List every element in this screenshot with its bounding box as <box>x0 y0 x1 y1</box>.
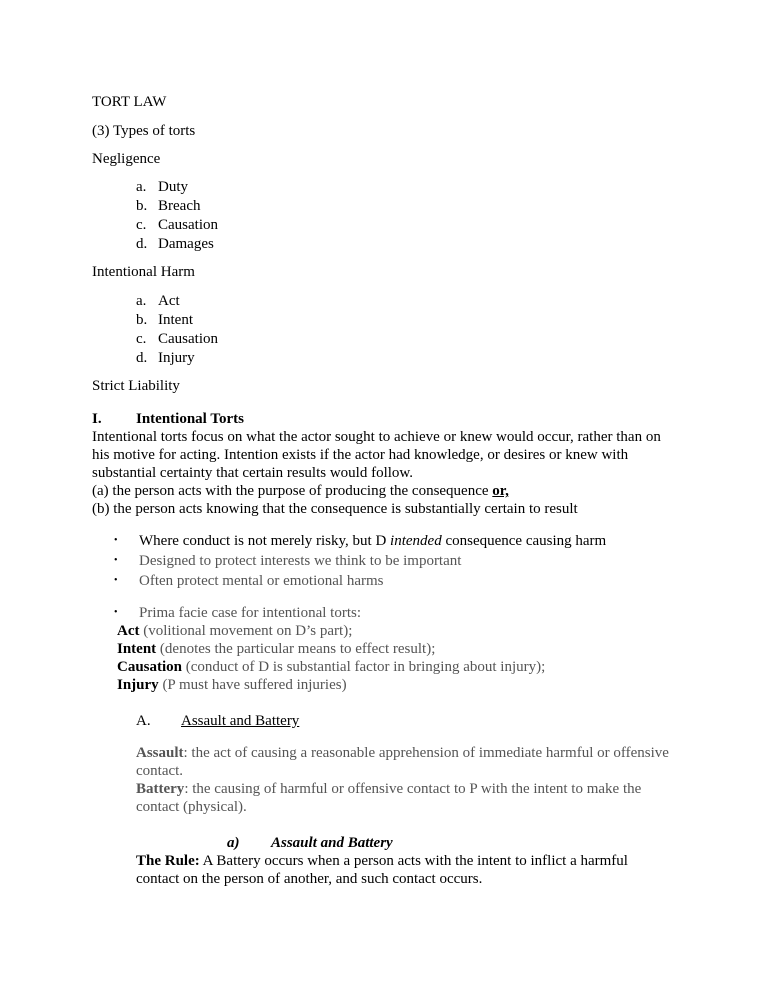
negligence-heading: Negligence <box>92 151 161 167</box>
battery-definition-cont: contact (physical). <box>136 799 247 815</box>
or-emphasis: or, <box>492 483 509 499</box>
prima-facie-item: Intent (denotes the particular means to effect result); <box>117 641 436 657</box>
bullet-icon: • <box>114 535 118 546</box>
bullet-icon: • <box>114 575 118 586</box>
types-heading: (3) Types of torts <box>92 123 196 139</box>
strict-liability-heading: Strict Liability <box>92 378 180 394</box>
intentional-harm-heading: Intentional Harm <box>92 264 195 280</box>
section-number: I. <box>92 411 102 427</box>
battery-definition: Battery: the causing of harmful or offensive contact to P with the intent to make the <box>136 781 642 797</box>
paragraph-line: Intentional torts focus on what the actor sought to achieve or knew would occur, rather than on <box>92 429 661 445</box>
subsection-title: Assault and Battery <box>181 713 300 729</box>
bullet-icon: • <box>114 555 118 566</box>
condition-b: (b) the person acts knowing that the consequence is substantially certain to result <box>92 501 578 517</box>
document-title: TORT LAW <box>92 94 167 110</box>
subsection-letter: A. <box>136 713 151 729</box>
condition-a: (a) the person acts with the purpose of producing the consequence or, <box>92 483 509 499</box>
sub-subsection-marker: a) <box>227 835 240 851</box>
assault-definition: Assault: the act of causing a reasonable apprehension of immediate harmful or offensive <box>136 745 669 761</box>
rule-paragraph: The Rule: A Battery occurs when a person acts with the intent to inflict a harmful <box>136 853 628 869</box>
assault-definition-cont: contact. <box>136 763 184 779</box>
section-title: Intentional Torts <box>136 411 244 427</box>
prima-facie-item: Act (volitional movement on D’s part); <box>117 623 353 639</box>
paragraph-line: his motive for acting. Intention exists if the actor had knowledge, or desires or knew with <box>92 447 629 463</box>
rule-paragraph-cont: contact on the person of another, and such contact occurs. <box>136 871 483 887</box>
prima-facie-item: Causation (conduct of D is substantial factor in bringing about injury); <box>117 659 546 675</box>
paragraph-line: substantial certainty that certain results would follow. <box>92 465 414 481</box>
prima-facie-item: Injury (P must have suffered injuries) <box>117 677 347 693</box>
bullet-icon: • <box>114 607 118 618</box>
sub-subsection-title: Assault and Battery <box>271 835 393 851</box>
